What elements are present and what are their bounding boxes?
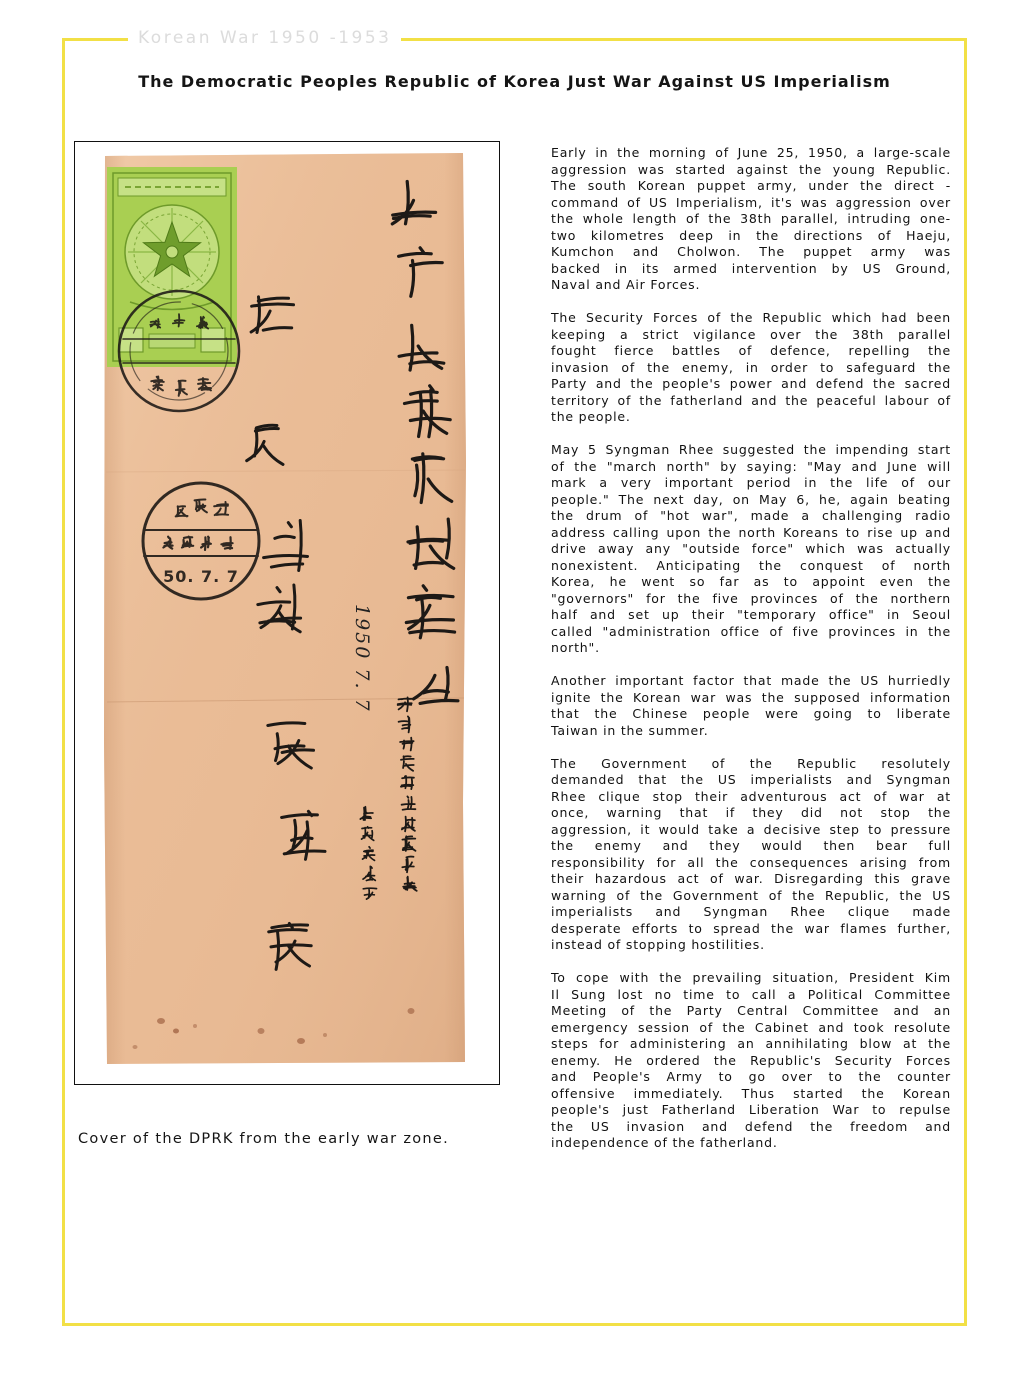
article-line: emergency session of the Cabinet and took resolute xyxy=(551,1019,951,1035)
article-line: The Security Forces of the Republic which had been xyxy=(551,310,951,325)
article-line: their hazardous act of war. Disregarding this grave xyxy=(551,871,951,886)
handwritten-date: 1950 7. 7 xyxy=(351,604,373,713)
article-line: of the "march north" by saying: "May and June will xyxy=(551,458,951,474)
article-line: Rhee clique stop their adventurous act of war at xyxy=(551,788,951,804)
article-line: two kilometres deep in the directions of Haeju, xyxy=(551,227,951,243)
article-line: May 5 Syngman Rhee suggested the impending start xyxy=(551,442,951,457)
article-line: desperate efforts to spread the war flames further, xyxy=(551,920,951,936)
article-paragraph xyxy=(551,145,951,294)
article-line: the whole length of the 38th parallel, intruding one- xyxy=(551,211,951,226)
article-line: called "administration office of five provinces in the xyxy=(551,623,951,639)
article-line: Early in the morning of June 25, 1950, a large-scale xyxy=(551,145,951,160)
article-line: Korea, he went so far as to appoint even the xyxy=(551,574,951,589)
article-line: Meeting of the Party Central Committee and an xyxy=(551,1003,951,1018)
article-line: command of US Imperialism, it's was aggression over xyxy=(551,194,951,210)
article-paragraph xyxy=(551,756,951,954)
article-line: invasion of the enemy, in order to safeguard the xyxy=(551,359,951,375)
article-line: responsibility for all the consequences arising from xyxy=(551,854,951,870)
article-line: address calling upon the north Koreans to rise up and xyxy=(551,524,951,540)
article-paragraph xyxy=(551,673,951,739)
article-line: ignite the Korean war was the supposed information xyxy=(551,689,951,705)
article-paragraph xyxy=(551,442,951,657)
article-line: warning of the Government of the Republic, the US xyxy=(551,887,951,903)
article-line: To cope with the prevailing situation, President Kim xyxy=(551,970,951,985)
article-line: territory of the fatherland and the peaceful labour of xyxy=(551,392,951,408)
article-line: enemy. He ordered the Republic's Security Forces xyxy=(551,1052,951,1068)
article-line: backed in its armed intervention by US Ground, xyxy=(551,260,951,276)
article-line: independence of the fatherland. xyxy=(551,1135,778,1150)
postmark-date: 50. 7. 7 xyxy=(163,567,239,586)
article-paragraph xyxy=(551,310,951,426)
article-line: north". xyxy=(551,640,600,655)
article-line: the US invasion and defend the freedom and xyxy=(551,1118,951,1134)
figure-caption: Cover of the DPRK from the early war zone. xyxy=(78,1131,450,1147)
article-line: half and set up their "temporary office" in Seoul xyxy=(551,607,951,622)
article-line: that the Chinese people were going to liberate xyxy=(551,706,951,721)
postage-stamp xyxy=(107,167,237,367)
article-line: Il Sung lost no time to call a Political Committee xyxy=(551,986,951,1002)
article-line: aggression, it would take a decisive step to pressure xyxy=(551,821,951,837)
article-paragraph xyxy=(551,970,951,1152)
article-line: Naval and Air Forces. xyxy=(551,277,701,292)
dprk-cover-envelope xyxy=(75,142,498,1083)
article-line: Taiwan in the summer. xyxy=(551,722,709,738)
article-line: and People's Army to go over to the counter xyxy=(551,1069,951,1084)
article-line: people." The next day, on May 6, he, again beating xyxy=(551,491,951,507)
article-line: keeping a strict vigilance over the 38th parallel xyxy=(551,326,951,342)
article-line: the enemy and they would then bear full xyxy=(551,838,951,853)
article-text xyxy=(551,145,951,1168)
article-line: Another important factor that made the US hurriedly xyxy=(551,673,951,688)
article-line: Party and the people's power and defend the sacred xyxy=(551,376,951,391)
article-line: steps for administering an annihilating blow at the xyxy=(551,1036,951,1051)
article-line: Kumchon and Cholwon. The puppet army was xyxy=(551,244,951,259)
article-line: people's just Fatherland Liberation War to repulse xyxy=(551,1102,951,1117)
article-line: the people. xyxy=(551,409,631,424)
article-line: "governors" for the five provinces of the northern xyxy=(551,590,951,606)
article-line: mark a very important period in the life of our xyxy=(551,475,951,490)
cover-photo-frame xyxy=(74,141,500,1085)
article-line: imperialists and Syngman Rhee clique made xyxy=(551,904,951,919)
article-line: instead of stopping hostilities. xyxy=(551,937,765,952)
page-title: The Democratic Peoples Republic of Korea Just War Against US Imperialism xyxy=(138,72,891,91)
article-line: once, warning that if they did not stop the xyxy=(551,805,951,820)
article-line: nonexistent. Anticipating the conquest of north xyxy=(551,557,951,573)
article-line: fought fierce battles of defence, repelling the xyxy=(551,343,951,358)
article-line: the drum of "hot war", made a challenging radio xyxy=(551,508,951,523)
page-header: Korean War 1950 -1953 xyxy=(128,24,401,52)
article-line: drive away any "outside force" which was actually xyxy=(551,541,951,556)
article-line: offensive immediately. Thus started the Korean xyxy=(551,1085,951,1101)
article-line: The south Korean puppet army, under the direct - xyxy=(551,178,951,193)
article-line: aggression was started against the young Republic. xyxy=(551,161,951,177)
article-line: The Government of the Republic resolutely xyxy=(551,755,951,771)
article-line: demanded that the US imperialists and Syngman xyxy=(551,772,951,787)
